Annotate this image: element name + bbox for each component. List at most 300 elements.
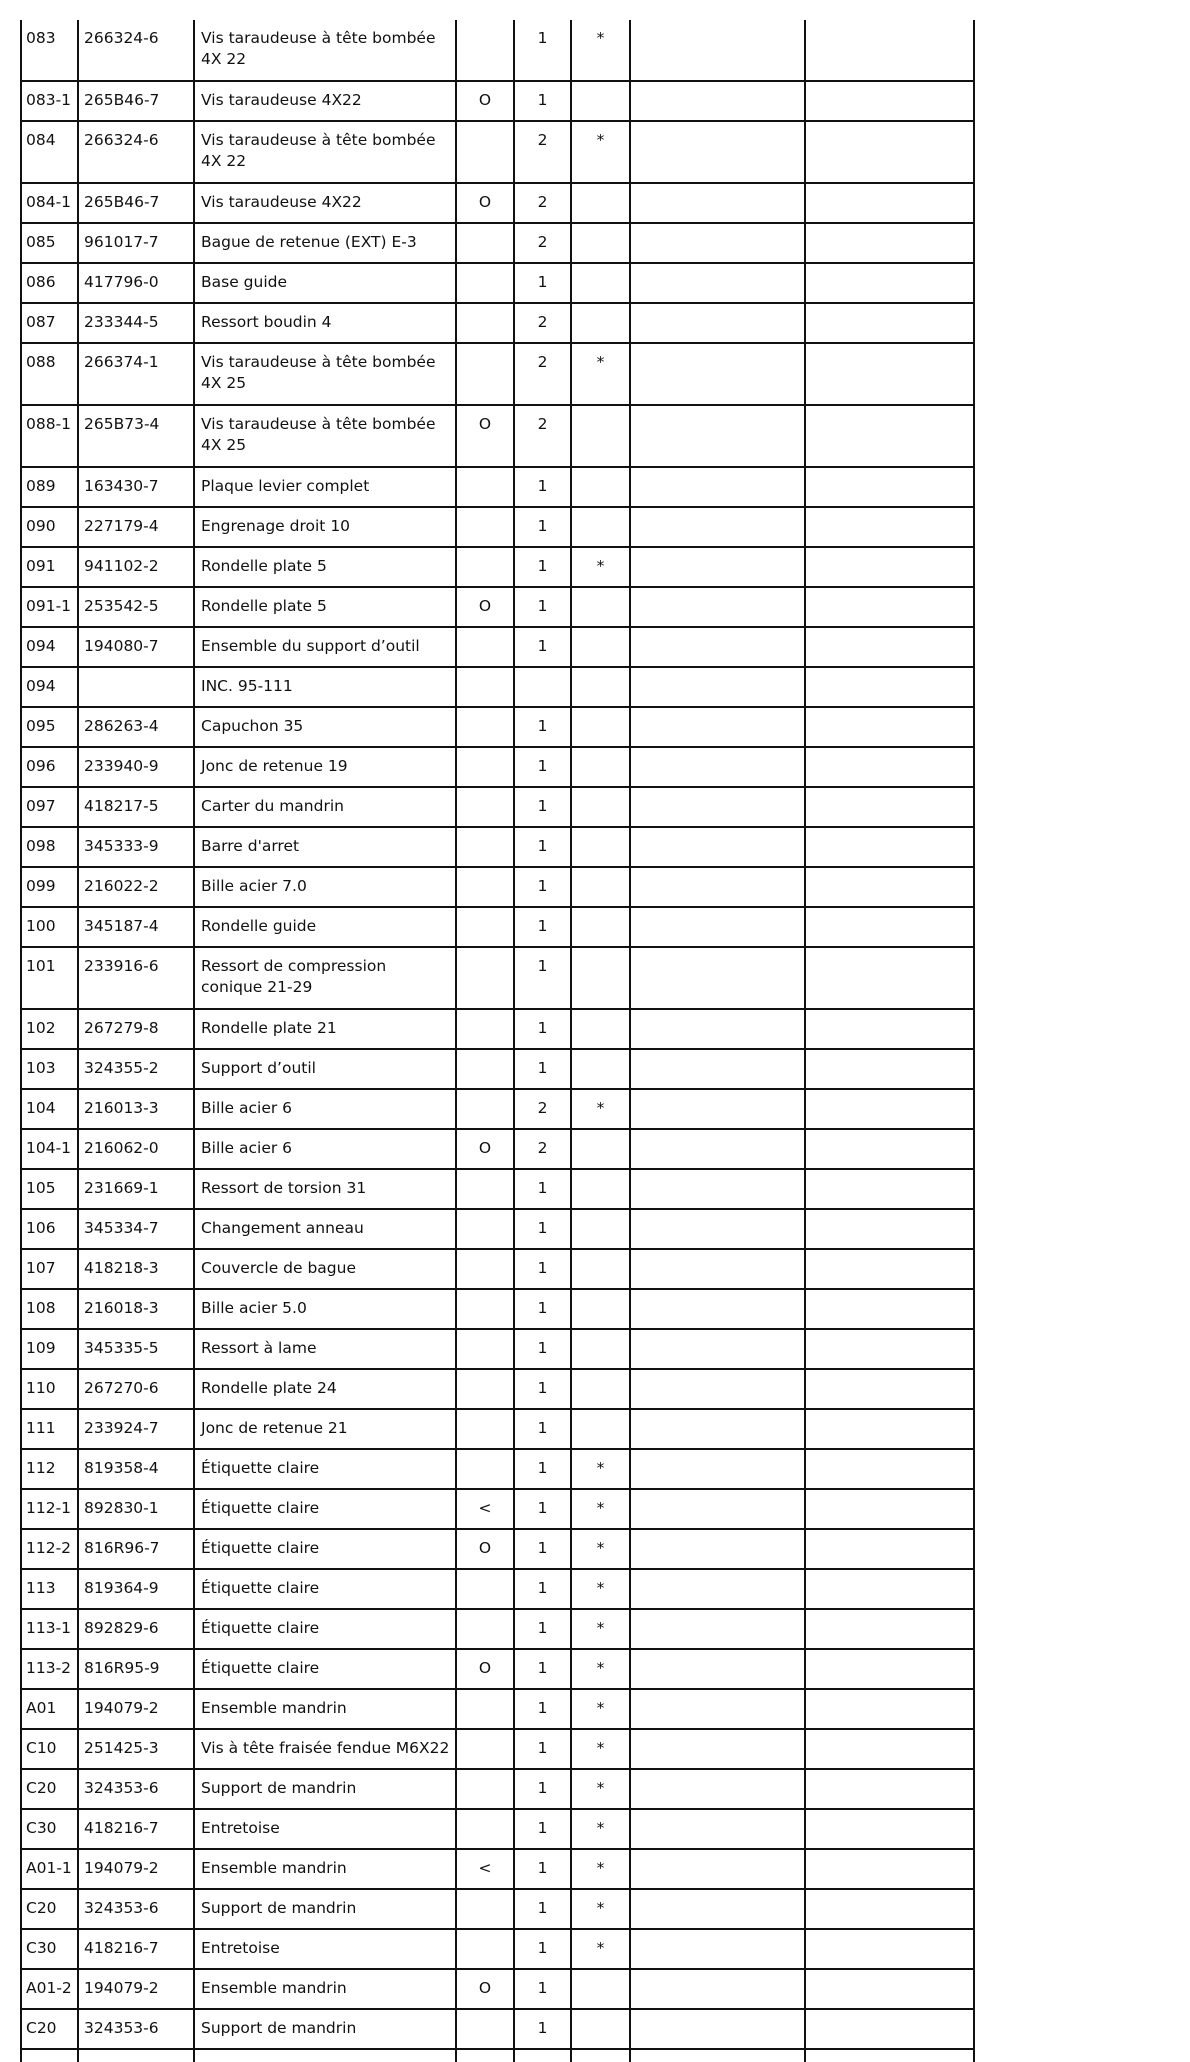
position-number-cell: 103 (21, 1049, 78, 1089)
blank-cell (805, 1689, 974, 1729)
variant-note-cell (456, 1209, 514, 1249)
description-cell: Vis à tête fraisée fendue M6X22 (194, 1729, 456, 1769)
variant-note-cell (456, 1609, 514, 1649)
part-number-cell: 418217-5 (78, 787, 194, 827)
description-cell: Bague de retenue (EXT) E-3 (194, 223, 456, 263)
blank-cell (630, 1329, 805, 1369)
description-cell: Capuchon 35 (194, 707, 456, 747)
part-number-cell: 961017-7 (78, 223, 194, 263)
part-number-cell: 819358-4 (78, 1449, 194, 1489)
table-row (21, 507, 974, 547)
position-number-cell: 090 (21, 507, 78, 547)
quantity-cell: 2 (514, 121, 571, 183)
description-cell: Ensemble mandrin (194, 1689, 456, 1729)
blank-cell (805, 183, 974, 223)
position-number-cell: 099 (21, 867, 78, 907)
marker-cell (571, 1369, 630, 1409)
table-row (21, 547, 974, 587)
variant-note-cell: O (456, 405, 514, 467)
blank-cell (805, 20, 974, 81)
quantity-cell: 1 (514, 587, 571, 627)
position-number-cell: 094 (21, 627, 78, 667)
blank-cell (630, 1409, 805, 1449)
blank-cell (630, 907, 805, 947)
position-number-cell: 100 (21, 907, 78, 947)
part-number-cell: 265B46-7 (78, 183, 194, 223)
marker-cell: * (571, 1649, 630, 1689)
blank-cell (805, 2009, 974, 2049)
quantity-cell: 1 (514, 1769, 571, 1809)
quantity-cell: 1 (514, 1929, 571, 1969)
marker-cell (571, 303, 630, 343)
position-number-cell: 101 (21, 947, 78, 1009)
table-row (21, 667, 974, 707)
quantity-cell: 1 (514, 1329, 571, 1369)
position-number-cell: 108 (21, 1289, 78, 1329)
quantity-cell: 1 (514, 1289, 571, 1329)
quantity-cell: 1 (514, 1449, 571, 1489)
marker-cell: * (571, 1849, 630, 1889)
variant-note-cell (456, 1929, 514, 1969)
blank-cell (630, 587, 805, 627)
description-cell: Ensemble mandrin (194, 1969, 456, 2009)
quantity-cell (514, 667, 571, 707)
part-number-cell: 345334-7 (78, 1209, 194, 1249)
position-number-cell: A01-1 (21, 1849, 78, 1889)
table-row (21, 787, 974, 827)
position-number-cell: 085 (21, 223, 78, 263)
marker-cell (571, 627, 630, 667)
quantity-cell: 1 (514, 507, 571, 547)
variant-note-cell (456, 1769, 514, 1809)
position-number-cell: 084-1 (21, 183, 78, 223)
part-number-cell: 286263-4 (78, 707, 194, 747)
description-cell: Carter du mandrin (194, 787, 456, 827)
variant-note-cell: O (456, 1529, 514, 1569)
blank-cell (630, 303, 805, 343)
blank-cell (630, 627, 805, 667)
variant-note-cell (456, 1569, 514, 1609)
part-number-cell: 892829-6 (78, 1609, 194, 1649)
description-cell: Étiquette claire (194, 1529, 456, 1569)
quantity-cell: 2 (514, 343, 571, 405)
variant-note-cell (456, 20, 514, 81)
quantity-cell: 1 (514, 1209, 571, 1249)
position-number-cell: 102 (21, 1009, 78, 1049)
blank-cell (805, 1329, 974, 1369)
marker-cell: * (571, 1809, 630, 1849)
part-number-cell: 265B46-7 (78, 81, 194, 121)
description-cell: Rondelle plate 5 (194, 547, 456, 587)
part-number-cell: 194079-2 (78, 1849, 194, 1889)
position-number-cell: 104-1 (21, 1129, 78, 1169)
variant-note-cell (456, 1449, 514, 1489)
blank-cell (630, 1769, 805, 1809)
table-row (21, 1529, 974, 1569)
variant-note-cell (456, 507, 514, 547)
position-number-cell: 112-1 (21, 1489, 78, 1529)
description-cell: Jonc de retenue 19 (194, 747, 456, 787)
blank-cell (805, 547, 974, 587)
blank-cell (805, 1809, 974, 1849)
part-number-cell: 216013-3 (78, 1089, 194, 1129)
description-cell: Bille acier 6 (194, 1089, 456, 1129)
blank-cell (630, 787, 805, 827)
description-cell: Rondelle plate 21 (194, 1009, 456, 1049)
blank-cell (805, 667, 974, 707)
description-cell: Support d’outil (194, 1049, 456, 1089)
part-number-cell: 233940-9 (78, 747, 194, 787)
marker-cell (571, 183, 630, 223)
marker-cell: * (571, 547, 630, 587)
blank-cell (630, 81, 805, 121)
part-number-cell: 345333-9 (78, 827, 194, 867)
variant-note-cell: O (456, 183, 514, 223)
part-number-cell: 417796-0 (78, 263, 194, 303)
table-row (21, 707, 974, 747)
blank-cell (805, 1649, 974, 1689)
description-cell: Ensemble mandrin (194, 1849, 456, 1889)
quantity-cell: 2 (514, 223, 571, 263)
blank-cell (805, 1969, 974, 2009)
quantity-cell: 1 (514, 707, 571, 747)
position-number-cell: 109 (21, 1329, 78, 1369)
blank-cell (805, 1849, 974, 1889)
part-number-cell: 231669-1 (78, 1169, 194, 1209)
part-number-cell: 216062-0 (78, 1129, 194, 1169)
part-number-cell: 253542-5 (78, 587, 194, 627)
description-cell: Bille acier 6 (194, 1129, 456, 1169)
position-number-cell: 113-2 (21, 1649, 78, 1689)
variant-note-cell (456, 121, 514, 183)
marker-cell: * (571, 1689, 630, 1729)
variant-note-cell (456, 1009, 514, 1049)
variant-note-cell (456, 867, 514, 907)
marker-cell (571, 747, 630, 787)
quantity-cell: 1 (514, 263, 571, 303)
part-number-cell: 266374-1 (78, 343, 194, 405)
variant-note-cell (456, 1729, 514, 1769)
position-number-cell: 094 (21, 667, 78, 707)
table-row (21, 2009, 974, 2049)
blank-cell (805, 467, 974, 507)
table-row (21, 1329, 974, 1369)
blank-cell (805, 1089, 974, 1129)
position-number-cell: C20 (21, 1889, 78, 1929)
part-number-cell: 418216-7 (78, 1809, 194, 1849)
variant-note-cell (456, 223, 514, 263)
table-row (21, 81, 974, 121)
description-cell: Vis taraudeuse à tête bombée 4X 22 (194, 121, 456, 183)
marker-cell (571, 1289, 630, 1329)
blank-cell (630, 121, 805, 183)
marker-cell (571, 1249, 630, 1289)
blank-cell (630, 747, 805, 787)
quantity-cell: 1 (514, 20, 571, 81)
part-number-cell: 267279-8 (78, 1009, 194, 1049)
description-cell: Bille acier 5.0 (194, 1289, 456, 1329)
blank-cell (630, 2009, 805, 2049)
position-number-cell: C30 (21, 1809, 78, 1849)
part-number-cell: 267270-6 (78, 1369, 194, 1409)
blank-cell (630, 547, 805, 587)
blank-cell (805, 1169, 974, 1209)
part-number-cell: 265B73-4 (78, 405, 194, 467)
quantity-cell: 1 (514, 2009, 571, 2049)
variant-note-cell (456, 1409, 514, 1449)
marker-cell: * (571, 1929, 630, 1969)
marker-cell (571, 707, 630, 747)
description-cell: Support de mandrin (194, 2009, 456, 2049)
blank-cell (630, 405, 805, 467)
table-row (21, 1809, 974, 1849)
position-number-cell: 113 (21, 1569, 78, 1609)
table-row (21, 747, 974, 787)
marker-cell: * (571, 1729, 630, 1769)
quantity-cell: 2 (514, 303, 571, 343)
description-cell: Étiquette claire (194, 1449, 456, 1489)
quantity-cell: 1 (514, 1649, 571, 1689)
position-number-cell: 083-1 (21, 81, 78, 121)
marker-cell (571, 1049, 630, 1089)
variant-note-cell (456, 1369, 514, 1409)
blank-cell (630, 667, 805, 707)
marker-cell (571, 1329, 630, 1369)
quantity-cell: 1 (514, 1729, 571, 1769)
table-row (21, 20, 974, 81)
variant-note-cell (456, 263, 514, 303)
blank-cell (630, 1529, 805, 1569)
description-cell: Ressort de torsion 31 (194, 1169, 456, 1209)
table-row (21, 867, 974, 907)
quantity-cell: 1 (514, 1689, 571, 1729)
marker-cell (571, 907, 630, 947)
marker-cell (571, 507, 630, 547)
marker-cell (571, 827, 630, 867)
blank-cell (630, 1249, 805, 1289)
description-cell: Rondelle guide (194, 907, 456, 947)
quantity-cell: 1 (514, 787, 571, 827)
blank-cell (805, 1729, 974, 1769)
blank-cell (805, 1929, 974, 1969)
variant-note-cell (456, 2009, 514, 2049)
table-row (21, 1889, 974, 1929)
position-number-cell: 104 (21, 1089, 78, 1129)
position-number-cell: 107 (21, 1249, 78, 1289)
variant-note-cell: O (456, 1649, 514, 1689)
blank-cell (630, 1489, 805, 1529)
quantity-cell: 2 (514, 1129, 571, 1169)
quantity-cell: 2 (514, 183, 571, 223)
table-row (21, 1089, 974, 1129)
blank-cell (805, 121, 974, 183)
marker-cell (571, 2009, 630, 2049)
blank-cell (630, 1129, 805, 1169)
marker-cell (571, 867, 630, 907)
blank-cell (630, 1929, 805, 1969)
variant-note-cell: O (456, 1969, 514, 2009)
quantity-cell: 1 (514, 81, 571, 121)
marker-cell (571, 467, 630, 507)
position-number-cell: 111 (21, 1409, 78, 1449)
blank-cell (630, 1049, 805, 1089)
blank-cell (630, 1849, 805, 1889)
table-row (21, 1689, 974, 1729)
blank-cell (630, 1649, 805, 1689)
description-cell: Étiquette claire (194, 1649, 456, 1689)
description-cell: Étiquette claire (194, 1569, 456, 1609)
marker-cell: * (571, 1089, 630, 1129)
part-number-cell: 233344-5 (78, 303, 194, 343)
quantity-cell: 1 (514, 1169, 571, 1209)
description-cell: Engrenage droit 10 (194, 507, 456, 547)
quantity-cell: 1 (514, 867, 571, 907)
part-number-cell: 345335-5 (78, 1329, 194, 1369)
marker-cell (571, 1009, 630, 1049)
blank-cell (630, 1209, 805, 1249)
table-row (21, 947, 974, 1009)
blank-cell (805, 1489, 974, 1529)
blank-cell (805, 707, 974, 747)
quantity-cell: 1 (514, 1489, 571, 1529)
position-number-cell: C30 (21, 1929, 78, 1969)
blank-cell (805, 1449, 974, 1489)
variant-note-cell: O (456, 587, 514, 627)
blank-cell (630, 507, 805, 547)
quantity-cell: 1 (514, 1849, 571, 1889)
table-row (21, 1289, 974, 1329)
table-row (21, 1369, 974, 1409)
table-row (21, 1849, 974, 1889)
variant-note-cell (456, 1329, 514, 1369)
position-number-cell: 087 (21, 303, 78, 343)
variant-note-cell (456, 1049, 514, 1089)
description-cell: Ressort boudin 4 (194, 303, 456, 343)
blank-cell (630, 263, 805, 303)
part-number-cell: 816R96-7 (78, 1529, 194, 1569)
table-row (21, 263, 974, 303)
part-number-cell: 345187-4 (78, 907, 194, 947)
quantity-cell: 1 (514, 547, 571, 587)
part-number-cell: 324353-6 (78, 1769, 194, 1809)
description-cell: Ressort de compression conique 21-29 (194, 947, 456, 1009)
blank-cell (630, 1289, 805, 1329)
description-cell: INC. 95-111 (194, 667, 456, 707)
position-number-cell: C10 (21, 1729, 78, 1769)
variant-note-cell (456, 303, 514, 343)
position-number-cell: C20 (21, 2009, 78, 2049)
quantity-cell: 1 (514, 1889, 571, 1929)
blank-cell (630, 467, 805, 507)
description-cell: Vis taraudeuse à tête bombée 4X 25 (194, 405, 456, 467)
marker-cell (571, 787, 630, 827)
description-cell: Couvercle de bague (194, 1249, 456, 1289)
quantity-cell: 1 (514, 1969, 571, 2009)
part-number-cell: 216022-2 (78, 867, 194, 907)
position-number-cell: 089 (21, 467, 78, 507)
quantity-cell: 1 (514, 1409, 571, 1449)
parts-table (20, 20, 975, 2062)
marker-cell (571, 405, 630, 467)
position-number-cell: A01 (21, 1689, 78, 1729)
blank-cell (630, 20, 805, 81)
description-cell: Ressort à lame (194, 1329, 456, 1369)
table-row (21, 183, 974, 223)
blank-cell (630, 1089, 805, 1129)
blank-cell (805, 787, 974, 827)
description-cell: Entretoise (194, 1929, 456, 1969)
table-row (21, 1449, 974, 1489)
marker-cell (571, 1169, 630, 1209)
blank-cell (630, 707, 805, 747)
table-row (21, 1169, 974, 1209)
position-number-cell: 112-2 (21, 1529, 78, 1569)
marker-cell (571, 667, 630, 707)
blank-cell (630, 183, 805, 223)
position-number-cell: 088-1 (21, 405, 78, 467)
marker-cell (571, 587, 630, 627)
description-cell: Ensemble du support d’outil (194, 627, 456, 667)
table-row (21, 1489, 974, 1529)
blank-cell (805, 1889, 974, 1929)
description-cell: Base guide (194, 263, 456, 303)
blank-cell (805, 1409, 974, 1449)
position-number-cell: 112 (21, 1449, 78, 1489)
quantity-cell: 1 (514, 1529, 571, 1569)
part-number-cell: 266324-6 (78, 121, 194, 183)
variant-note-cell: < (456, 1489, 514, 1529)
table-row (21, 907, 974, 947)
blank-cell (630, 827, 805, 867)
blank-cell (805, 1129, 974, 1169)
variant-note-cell (456, 1169, 514, 1209)
variant-note-cell: O (456, 81, 514, 121)
table-row (21, 827, 974, 867)
blank-cell (630, 1889, 805, 1929)
part-number-cell: 163430-7 (78, 467, 194, 507)
blank-cell (630, 1609, 805, 1649)
table-row (21, 405, 974, 467)
parts-table-body (21, 20, 974, 2062)
blank-cell (630, 1169, 805, 1209)
blank-cell (630, 947, 805, 1009)
part-number-cell: 194080-7 (78, 627, 194, 667)
position-number-cell: A01-2 (21, 1969, 78, 2009)
description-cell: Rondelle plate 24 (194, 1369, 456, 1409)
part-number-cell: 892830-1 (78, 1489, 194, 1529)
blank-cell (630, 1369, 805, 1409)
marker-cell (571, 947, 630, 1009)
blank-cell (805, 81, 974, 121)
blank-cell (805, 1769, 974, 1809)
marker-cell: * (571, 1889, 630, 1929)
part-number-cell: 324353-6 (78, 1889, 194, 1929)
part-number-cell: 266324-6 (78, 20, 194, 81)
position-number-cell: 091-1 (21, 587, 78, 627)
variant-note-cell (456, 707, 514, 747)
quantity-cell: 1 (514, 947, 571, 1009)
description-cell: Changement anneau (194, 1209, 456, 1249)
variant-note-cell (456, 1889, 514, 1929)
blank-cell (805, 1569, 974, 1609)
part-number-cell: 227179-4 (78, 507, 194, 547)
quantity-cell: 1 (514, 1569, 571, 1609)
table-row (21, 223, 974, 263)
blank-cell (805, 263, 974, 303)
continuation-stub-row (21, 2049, 974, 2062)
description-cell: Vis taraudeuse 4X22 (194, 81, 456, 121)
quantity-cell: 1 (514, 747, 571, 787)
